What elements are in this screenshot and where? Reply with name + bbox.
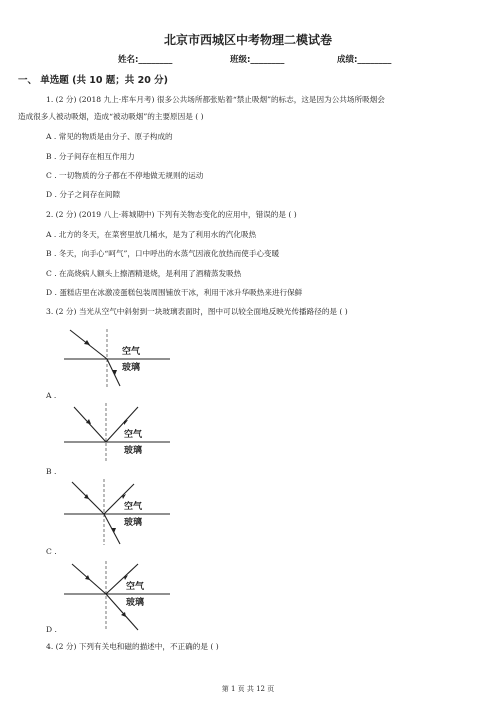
q1-stem-line2: 造成很多人被动吸烟，造成“被动吸烟”的主要原因是 ( ) (18, 112, 204, 121)
q2-stem: 2. (2 分) (2019 八上·蒋城期中) 下列有关物态变化的应用中，错误的是 ( ) (46, 210, 297, 219)
air-label: 空气 (122, 347, 141, 357)
q3-figure-b (62, 402, 172, 464)
q3-option-c: C . (46, 547, 57, 556)
class-field-label: 班级:________ (230, 55, 285, 65)
q1-stem-line1: 1. (2 分) (2018 九上·库车月考) 很多公共场所都张贴着“禁止吸烟”的标志，这是因为公共场所吸烟会 (46, 95, 385, 104)
glass-label: 玻璃 (124, 518, 143, 528)
q1-option-d: D . 分子之间存在间隙 (46, 190, 121, 199)
section-heading: 一、 单选题 (共 10 题；共 20 分) (18, 75, 168, 86)
air-label: 空气 (124, 502, 143, 512)
q3-stem: 3. (2 分) 当光从空气中斜射到一块玻璃表面时，图中可以较全面地反映光传播路径的是 ( ) (46, 307, 348, 316)
air-label: 空气 (126, 582, 145, 592)
q3-option-d: D . (46, 625, 57, 634)
page-title: 北京市西城区中考物理二模试卷 (163, 33, 332, 47)
q3-option-a: A . (46, 391, 57, 400)
name-field-label: 姓名:________ (118, 55, 173, 65)
incident-ray (74, 407, 106, 442)
air-label: 空气 (124, 430, 143, 440)
glass-label: 玻璃 (124, 446, 143, 456)
q1-option-b: B . 分子间存在相互作用力 (46, 152, 135, 161)
q1-option-c: C . 一切物质的分子都在不停地做无规则的运动 (46, 171, 204, 180)
glass-label: 玻璃 (122, 363, 141, 373)
q3-option-b: B . (46, 467, 57, 476)
arrow-icon (124, 420, 128, 425)
page-footer: 第 1 页 共 12 页 (221, 685, 275, 693)
q2-option-d: D . 蛋糕店里在冰激凌蛋糕包装周围铺放干冰，利用干冰升华吸热来进行保鲜 (46, 288, 303, 297)
q3-figure-d (62, 560, 172, 632)
q4-stem: 4. (2 分) 下列有关电和磁的描述中，不正确的是 ( ) (46, 642, 219, 651)
q2-option-b: B . 冬天，向手心“呵气”，口中呼出的水蒸气因液化放热而使手心变暖 (46, 249, 280, 258)
arrow-icon (84, 340, 90, 345)
glass-label: 玻璃 (126, 598, 145, 608)
q3-figure-a (62, 328, 172, 388)
q2-option-c: C . 在高烧病人额头上擦酒精退烧，是利用了酒精蒸发吸热 (46, 269, 242, 278)
q3-figure-c (62, 478, 172, 546)
q1-option-a: A . 常见的物质是由分子、原子构成的 (46, 132, 173, 141)
q2-option-a: A . 北方的冬天，在菜窖里放几桶水，是为了利用水的汽化吸热 (46, 230, 257, 239)
score-field-label: 成绩:________ (337, 55, 392, 65)
arrow-icon (121, 612, 126, 617)
